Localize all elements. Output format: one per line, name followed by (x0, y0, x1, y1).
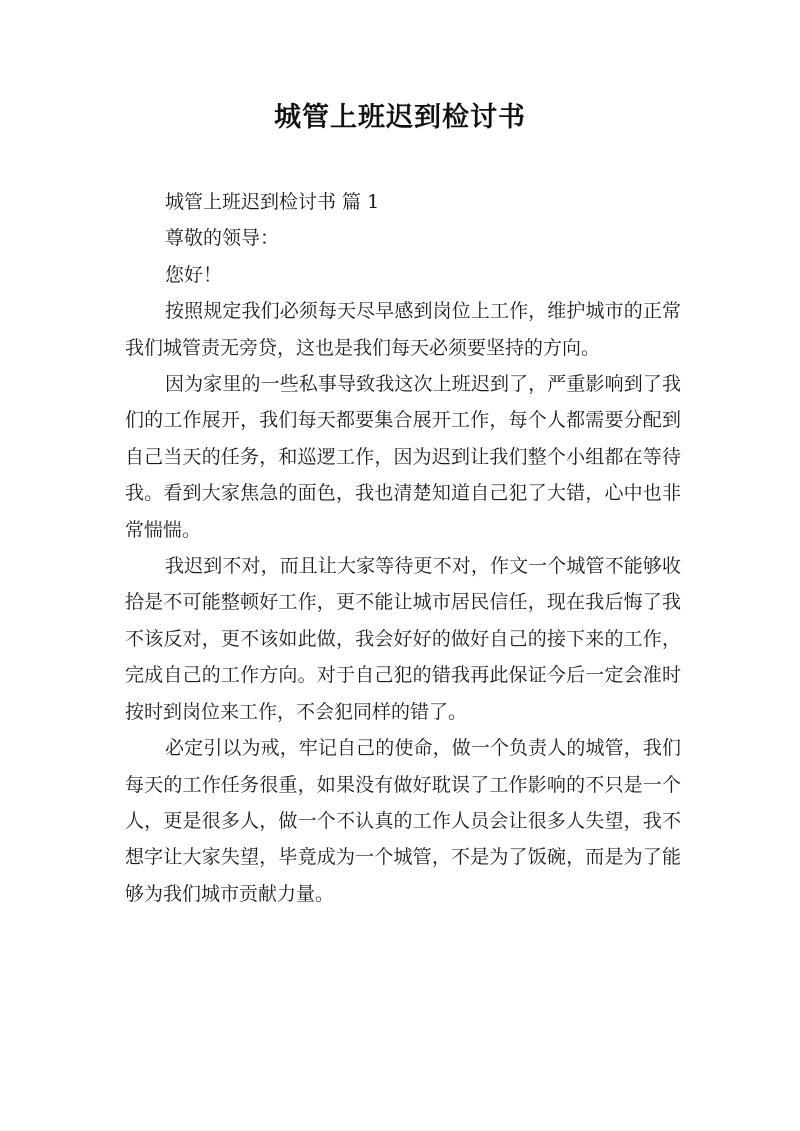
paragraph: 按照规定我们必须每天尽早感到岗位上工作，维护城市的正常我们城管责无旁贷，这也是我们每天必须要坚持的方向。 (125, 300, 681, 359)
salutation: 尊敬的领导： (165, 227, 280, 250)
page-title: 城管上班迟到检讨书 (274, 102, 526, 133)
paragraph: 我迟到不对，而且让大家等待更不对，作文一个城管不能够收拾是不可能整顿好工作，更不能让城市居民信任，现在我后悔了我不该反对，更不该如此做，我会好好的做好自己的接下来的工作，完成自己的工作方向。对于自己犯的错我再此保证今后一定会准时按时到岗位来工作，不会犯同样的错了。 (125, 555, 681, 723)
paragraph: 必定引以为戒，牢记自己的使命，做一个负责人的城管，我们每天的工作任务很重，如果没有做好耽误了工作影响的不只是一个人，更是很多人，做一个不认真的工作人员会让很多人失望，我不想字让大家失望，毕竟成为一个城管，不是为了饭碗，而是为了能够为我们城市贡献力量。 (125, 737, 681, 905)
paragraph: 因为家里的一些私事导致我这次上班迟到了，严重影响到了我们的工作展开，我们每天都要集合展开工作，每个人都需要分配到自己当天的任务，和巡逻工作，因为迟到让我们整个小组都在等待我。看到大家焦急的面色，我也清楚知道自己犯了大错，心中也非常惴惴。 (125, 373, 681, 541)
greeting: 您好！ (165, 263, 223, 286)
document-body (125, 184, 681, 912)
section-heading: 城管上班迟到检讨书 篇 1 (165, 191, 380, 213)
